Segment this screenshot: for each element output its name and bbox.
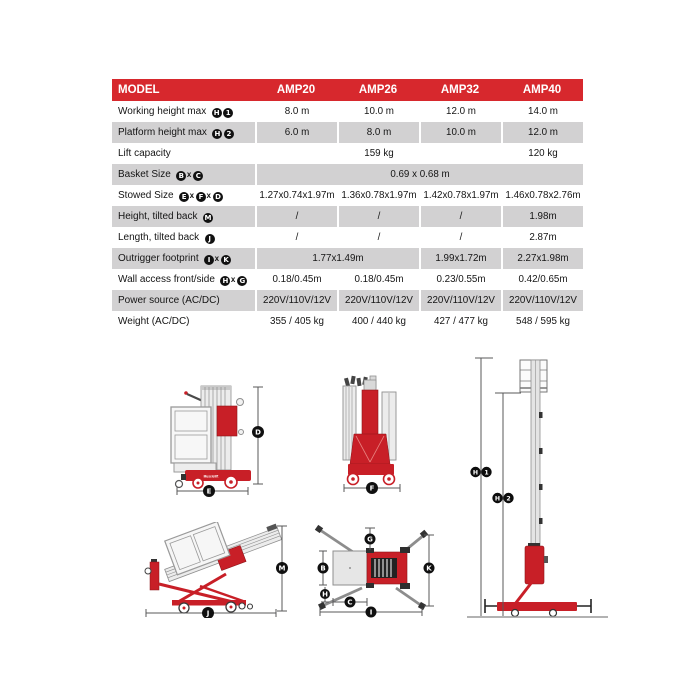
dim-line-k — [424, 535, 435, 606]
spec-value-cell: / — [255, 227, 337, 248]
table-row — [112, 227, 583, 248]
circle-letter-badge: H — [212, 129, 222, 139]
spec-value-cell: 1.77x1.49m — [255, 248, 419, 269]
spec-value-cell: 6.0 m — [255, 122, 337, 143]
spec-value-cell: / — [337, 206, 419, 227]
row-label: Power source (AC/DC) — [112, 290, 255, 311]
dim-label-g: G — [367, 535, 373, 544]
spec-value-cell: 427 / 477 kg — [419, 311, 501, 332]
machine-side-drawing — [171, 386, 251, 488]
badge-separator: x — [230, 274, 236, 284]
circle-letter-badge: E — [179, 192, 189, 202]
spec-value-cell: 0.18/0.45m — [255, 269, 337, 290]
spec-value-cell: 0.18/0.45m — [337, 269, 419, 290]
spec-value-cell: / — [419, 206, 501, 227]
circle-letter-badge: J — [205, 234, 215, 244]
dim-line-d — [252, 387, 264, 484]
spec-value-cell: 120 kg — [501, 143, 583, 164]
circle-letter-badge: 1 — [223, 108, 233, 118]
spec-value-cell: 220V/110V/12V — [337, 290, 419, 311]
spec-value-cell: 1.46x0.78x2.76m — [501, 185, 583, 206]
dim-line-h — [320, 587, 330, 602]
dim-label-c: C — [347, 598, 353, 607]
diagram-front-view — [336, 372, 408, 494]
table-row — [112, 248, 583, 269]
spec-value-cell: 220V/110V/12V — [501, 290, 583, 311]
circle-letter-badge: I — [204, 255, 214, 265]
spec-value-cell: 0.23/0.55m — [419, 269, 501, 290]
diagram-side-view — [165, 380, 295, 505]
table-row — [112, 206, 583, 227]
badge-separator: x — [214, 253, 220, 263]
dim-label-h: H — [322, 590, 328, 599]
spec-value-cell: 548 / 595 kg — [501, 311, 583, 332]
spec-value-cell: 0.42/0.65m — [501, 269, 583, 290]
spec-value-cell: 1.98m — [501, 206, 583, 227]
table-row — [112, 101, 583, 122]
machine-extended-drawing — [467, 360, 608, 617]
spec-value-cell: 8.0 m — [255, 101, 337, 122]
spec-value-cell: 0.69 x 0.68 m — [255, 164, 583, 185]
dim-line-e — [177, 485, 248, 497]
spec-value-cell: 1.36x0.78x1.97m — [337, 185, 419, 206]
spec-value-cell: 12.0 m — [419, 101, 501, 122]
circle-letter-badge: M — [204, 213, 212, 222]
header-model: MODEL — [112, 79, 255, 101]
spec-value-cell: 8.0 m — [337, 122, 419, 143]
table-row — [112, 311, 583, 332]
spec-value-cell: 220V/110V/12V — [419, 290, 501, 311]
dimension-key-badges — [175, 169, 203, 180]
circle-letter-badge: H — [220, 276, 230, 286]
spec-value-cell: 10.0 m — [419, 122, 501, 143]
spec-value-cell: 400 / 440 kg — [337, 311, 419, 332]
dimension-key-badges — [178, 190, 223, 201]
dim-line-h2 — [492, 393, 521, 616]
dimension-key-badges — [219, 274, 247, 285]
dim-label-k: K — [426, 564, 432, 573]
row-label: Platform height max H 2 — [112, 122, 255, 143]
spec-table — [112, 79, 583, 332]
circle-letter-badge: K — [221, 255, 231, 265]
circle-letter-badge: B — [176, 171, 186, 181]
machine-front-drawing — [343, 376, 396, 485]
spec-value-cell: 2.87m — [501, 227, 583, 248]
row-label: Height, tilted back M — [112, 206, 255, 227]
header-column: AMP20 — [255, 79, 337, 101]
dimension-key-badges — [211, 127, 234, 138]
spec-value-cell: 14.0 m — [501, 101, 583, 122]
dimension-key-badges — [210, 106, 233, 117]
row-label: Outrigger footprint I x K — [112, 248, 255, 269]
badge-separator: x — [186, 169, 192, 179]
spec-value-cell: 10.0 m — [337, 101, 419, 122]
dim-line-g — [365, 528, 376, 550]
dim-line-i — [320, 607, 422, 618]
diagram-tilted-view — [138, 522, 290, 618]
spec-value-cell: / — [419, 227, 501, 248]
table-row — [112, 290, 583, 311]
table-row — [112, 185, 583, 206]
dim-label-b: B — [320, 564, 326, 573]
spec-table-body — [112, 101, 583, 332]
row-label: Weight (AC/DC) — [118, 316, 190, 327]
table-row — [112, 143, 583, 164]
spec-value-cell: 220V/110V/12V — [255, 290, 337, 311]
circle-letter-badge: D — [213, 192, 223, 202]
spec-value-cell: 355 / 405 kg — [255, 311, 337, 332]
spec-value-cell: 12.0 m — [501, 122, 583, 143]
spec-value-cell: 159 kg — [255, 143, 501, 164]
dim-label-m: M — [278, 564, 286, 573]
table-row — [112, 164, 583, 185]
circle-letter-badge: H — [212, 108, 222, 118]
dim-line-j — [146, 607, 276, 618]
table-row — [112, 122, 583, 143]
row-label: Length, tilted back J — [112, 227, 255, 248]
brand-logo: Musclelift — [203, 474, 219, 479]
dimension-key-badges — [202, 211, 214, 222]
header-column: AMP32 — [419, 79, 501, 101]
spec-value-cell: 1.27x0.74x1.97m — [255, 185, 337, 206]
spec-value-cell: / — [337, 227, 419, 248]
dimension-key-badges — [203, 232, 215, 243]
header-column: AMP26 — [337, 79, 419, 101]
dim-label-h1-letter: H — [472, 469, 479, 477]
dim-line-b — [318, 551, 329, 585]
dim-label-h1-number: 1 — [484, 469, 489, 477]
row-label: Lift capacity — [118, 148, 171, 159]
badge-separator: x — [189, 190, 195, 200]
badge-separator: x — [206, 190, 211, 200]
table-header-row — [112, 79, 583, 101]
diagram-extended-view — [465, 350, 610, 622]
dim-label-e: E — [206, 487, 212, 496]
row-label: Wall access front/side H x G — [112, 269, 255, 290]
dim-line-h1 — [470, 358, 493, 616]
machine-tilted-drawing — [145, 522, 284, 613]
dim-label-d: D — [255, 428, 261, 437]
dimension-key-badges — [203, 253, 231, 264]
spec-value-cell: 1.99x1.72m — [419, 248, 501, 269]
dim-label-f: F — [369, 484, 375, 493]
spec-value-cell: / — [255, 206, 337, 227]
table-row — [112, 269, 583, 290]
dim-label-i: I — [369, 608, 373, 617]
spec-value-cell: 1.42x0.78x1.97m — [419, 185, 501, 206]
circle-letter-badge: 2 — [224, 129, 234, 139]
dim-label-j: J — [206, 609, 210, 618]
header-column: AMP40 — [501, 79, 583, 101]
spec-value-cell: 2.27x1.98m — [501, 248, 583, 269]
row-label: Working height max H 1 — [112, 101, 255, 122]
circle-letter-badge: G — [237, 276, 247, 286]
row-label: Basket Size B x C — [112, 164, 255, 185]
row-label: Stowed Size E x F x D — [112, 185, 255, 206]
dim-label-h2-number: 2 — [506, 495, 511, 503]
diagram-top-view — [308, 520, 443, 655]
dim-label-h2-letter: H — [494, 495, 501, 503]
circle-letter-badge: F — [196, 192, 206, 202]
circle-letter-badge: C — [193, 171, 203, 181]
